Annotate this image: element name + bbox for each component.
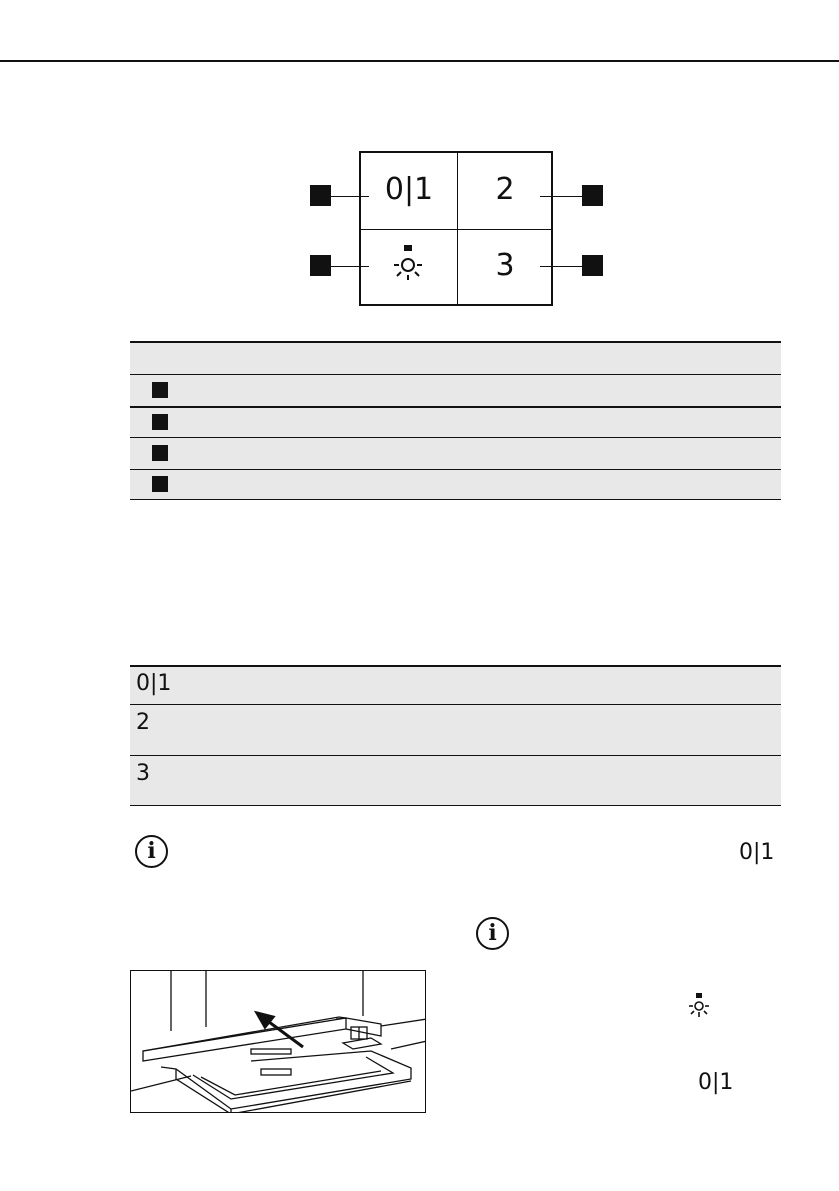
symbol-on-off: 0|1 — [136, 671, 172, 696]
callout-marker-1 — [310, 185, 331, 206]
bottom-inline-symbol: 0|1 — [698, 1070, 734, 1095]
table-row — [130, 665, 781, 704]
row-marker — [152, 476, 168, 492]
light-icon — [392, 245, 426, 285]
panel-divider-horizontal — [361, 229, 551, 230]
light-button[interactable] — [361, 245, 457, 285]
table-row — [130, 469, 781, 500]
note-inline-symbol: 0|1 — [739, 840, 775, 865]
symbol-speed-3: 3 — [136, 761, 150, 786]
callout-leader-2 — [331, 266, 369, 267]
light-inline — [688, 993, 710, 1023]
speed-table — [130, 665, 781, 807]
hood-illustration — [130, 970, 426, 1113]
control-panel-diagram — [359, 151, 553, 306]
row-marker — [152, 382, 168, 398]
info-icon: i — [135, 835, 168, 868]
callout-marker-2 — [310, 255, 331, 276]
symbol-speed-2: 2 — [136, 710, 150, 735]
table-row — [130, 437, 781, 469]
overview-table — [130, 341, 781, 501]
on-off-button[interactable]: 0|1 — [384, 172, 434, 207]
table-row — [130, 755, 781, 806]
callout-marker-4 — [582, 255, 603, 276]
speed-2-button[interactable]: 2 — [495, 172, 515, 207]
table-row — [130, 704, 781, 755]
callout-marker-3 — [582, 185, 603, 206]
callout-leader-1 — [331, 196, 369, 197]
page-top-rule — [0, 60, 839, 62]
extractor-hood-drawing — [131, 971, 426, 1113]
speed-3-button[interactable]: 3 — [495, 248, 515, 283]
table-row — [130, 374, 781, 406]
callout-leader-3 — [540, 196, 582, 197]
row-marker — [152, 414, 168, 430]
light-icon — [688, 993, 710, 1019]
info-icon: i — [476, 917, 509, 950]
overview-table-header — [130, 341, 781, 374]
row-marker — [152, 445, 168, 461]
table-row — [130, 406, 781, 437]
callout-leader-4 — [540, 266, 582, 267]
